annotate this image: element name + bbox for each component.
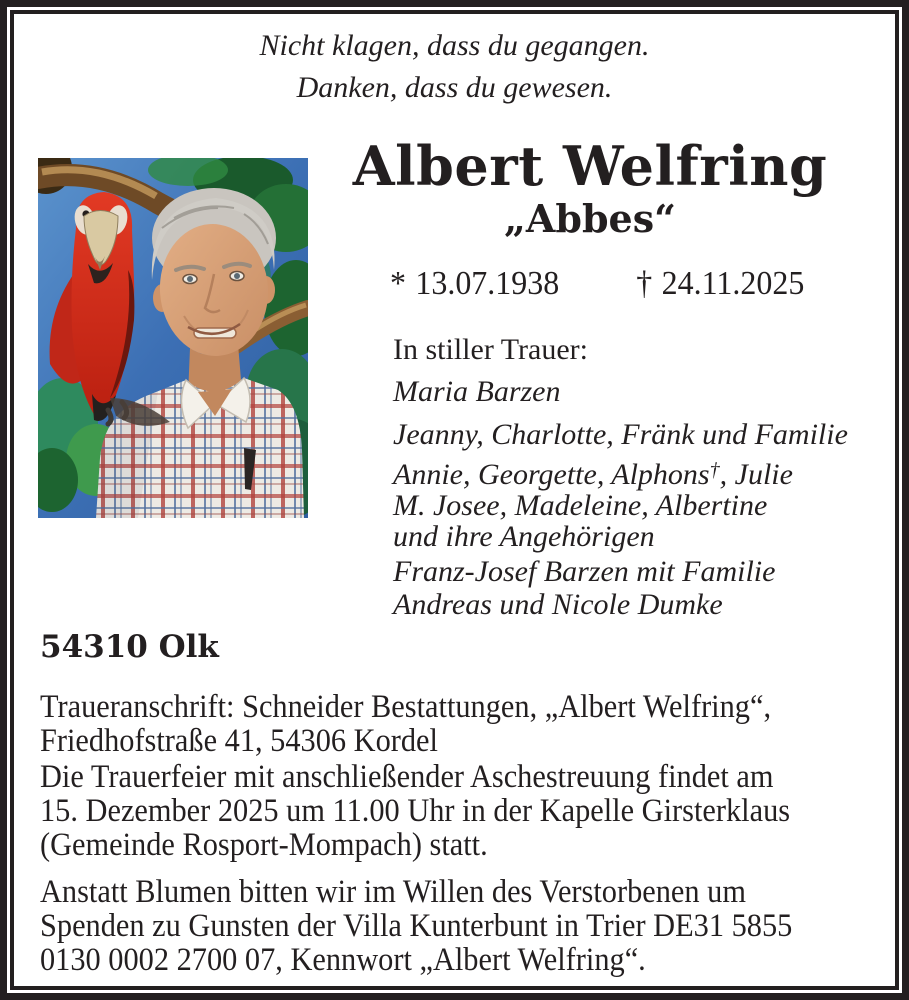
birth-date	[390, 264, 559, 304]
deceased-header	[330, 136, 850, 241]
mourners-list	[393, 334, 893, 620]
birth-star-symbol: *	[390, 265, 406, 302]
paragraph-donation	[40, 875, 792, 977]
obituary-inner-frame	[10, 10, 899, 990]
portrait-illustration	[38, 158, 308, 518]
mourning-intro: In stiller Trauer:	[393, 333, 588, 366]
paragraph-service	[40, 760, 790, 862]
death-date	[636, 264, 804, 304]
mourner-line-text: , Julie	[719, 458, 793, 491]
mourner-line: Maria Barzen	[393, 375, 561, 408]
deceased-nickname: „Abbes“	[504, 196, 676, 241]
life-dates	[390, 264, 804, 304]
death-date-value: 24.11.2025	[661, 265, 805, 302]
donation-line: 0130 0002 2700 07, Kennwort „Albert Welfring“.	[40, 942, 646, 978]
address-line: Friedhofstraße 41, 54306 Kordel	[40, 723, 438, 759]
mourner-line: Jeanny, Charlotte, Fränk und Familie	[393, 418, 848, 451]
epigraph	[14, 25, 895, 109]
death-dagger-symbol: †	[636, 265, 653, 302]
mourner-line: Franz-Josef Barzen mit Familie	[393, 555, 776, 588]
portrait-photo	[38, 158, 308, 518]
donation-line: Spenden zu Gunsten der Villa Kunterbunt in Trier DE31 5855	[40, 908, 793, 944]
mourner-line-text: Annie, Georgette, Alphons	[393, 458, 710, 491]
deceased-dagger-mark: †	[709, 459, 720, 481]
birth-date-value: 13.07.1938	[415, 265, 560, 302]
mourner-line	[393, 455, 893, 490]
epigraph-line-1: Nicht klagen, dass du gegangen.	[259, 29, 650, 62]
mourner-line: Andreas und Nicole Dumke	[393, 588, 723, 621]
mourner-line: M. Josee, Madeleine, Albertine	[393, 489, 768, 522]
mourner-line: und ihre Angehörigen	[393, 520, 655, 553]
service-line: 15. Dezember 2025 um 11.00 Uhr in der Kapelle Girsterklaus	[40, 793, 791, 829]
paragraph-address	[40, 690, 771, 758]
service-line: (Gemeinde Rosport-Mompach) statt.	[40, 827, 488, 863]
location-heading: 54310 Olk	[40, 629, 219, 665]
epigraph-line-2: Danken, dass du gewesen.	[296, 71, 613, 104]
donation-line: Anstatt Blumen bitten wir im Willen des Verstorbenen um	[40, 874, 746, 910]
deceased-name: Albert Welfring	[352, 134, 828, 198]
service-line: Die Trauerfeier mit anschließender Aschestreuung findet am	[40, 759, 774, 795]
address-line: Traueranschrift: Schneider Bestattungen, „Albert Welfring“,	[40, 689, 772, 725]
